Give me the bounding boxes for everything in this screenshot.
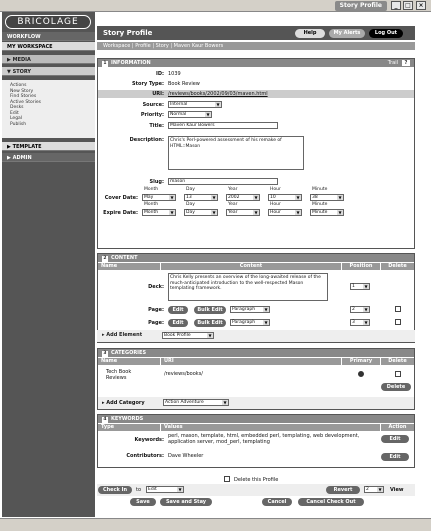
sidebar [2, 12, 95, 517]
help-button[interactable]: Help [295, 29, 325, 38]
page2-label: Page: [148, 320, 164, 326]
uri-link[interactable]: /reviews/books/2002/09/03/maven.html [168, 91, 268, 97]
to-label: to [136, 487, 142, 493]
cat-col-primary: Primary [342, 358, 380, 365]
add-element-row [97, 330, 415, 342]
expire-month-select[interactable]: Month ▼ [142, 209, 176, 216]
page1-paragraph-select[interactable]: Paragraph ▼ [230, 306, 270, 313]
story-item-actions: Actions [10, 83, 27, 88]
kw-col-type: Type [98, 424, 160, 431]
cat-col-uri: URI [161, 358, 341, 365]
cover-date-label: Cover Date: [104, 195, 138, 201]
categories-header: 3 CATEGORIES [98, 349, 414, 357]
cover-day-select[interactable]: 13 ▼ [184, 194, 218, 201]
help-icon[interactable]: ? [402, 60, 410, 66]
information-header: 1 INFORMATION Trail ? [98, 59, 414, 67]
horizontal-scrollbar[interactable] [0, 518, 431, 531]
category-name: Tech Book Reviews [106, 369, 132, 381]
cat-col-name: Name [98, 358, 160, 365]
deck-position-select[interactable]: 1 ▼ [350, 283, 370, 290]
triangle-right-icon: ▶ [7, 57, 13, 63]
col-delete: Delete [381, 263, 414, 270]
keywords-section [97, 414, 415, 468]
alerts-button[interactable]: My Alerts [329, 29, 365, 38]
logout-button[interactable]: Log Out [369, 29, 403, 38]
story-type-label: Story Type: [132, 81, 164, 87]
page1-edit-button[interactable]: Edit [168, 306, 188, 314]
triangle-right-icon: ▶ [7, 144, 13, 150]
col-position: Position [342, 263, 380, 270]
page2-bulk-edit-button[interactable]: Bulk Edit [194, 319, 226, 327]
story-item-legal[interactable]: Legal [10, 116, 23, 121]
story-item-desks: Desks [10, 105, 24, 110]
information-section [97, 58, 415, 249]
page2-edit-button[interactable]: Edit [168, 319, 188, 327]
close-icon[interactable]: × [416, 1, 426, 10]
id-value: 1039 [168, 71, 181, 77]
add-category-text: Add Category [106, 400, 145, 406]
page-title: Story Profile [103, 29, 153, 37]
title-label: Title: [149, 123, 164, 129]
primary-radio[interactable] [358, 371, 364, 377]
category-delete-button[interactable]: Delete [381, 383, 411, 391]
cover-month-label: Month [144, 187, 159, 192]
page2-delete-checkbox[interactable] [395, 319, 401, 325]
contributors-edit-button[interactable]: Edit [381, 453, 409, 461]
cancel-check-out-button[interactable]: Cancel Check Out [298, 498, 364, 506]
uri-label: URI: [152, 91, 164, 97]
story-item-find[interactable]: Find Stories [10, 94, 37, 99]
kw-col-action: Action [381, 424, 414, 431]
minimize-icon[interactable]: _ [391, 1, 401, 10]
story-submenu [2, 80, 95, 138]
page1-delete-checkbox[interactable] [395, 306, 401, 312]
expire-day-label: Day [186, 202, 195, 207]
story-type-value: Book Review [168, 81, 200, 87]
categories-section [97, 348, 415, 410]
cover-year-select[interactable]: 2002 ▼ [226, 194, 260, 201]
story-item-new[interactable]: New Story [10, 88, 34, 94]
view-link[interactable]: View [390, 487, 404, 493]
triangle-right-icon: ▶ [7, 155, 13, 161]
nav-story[interactable] [2, 67, 95, 76]
information-title: INFORMATION [111, 60, 151, 66]
delete-profile-label: Delete this Profile [234, 477, 279, 483]
kw-col-values: Values [161, 424, 380, 431]
page2-paragraph-select[interactable]: Paragraph ▼ [230, 319, 270, 326]
nav-story-label: STORY [12, 69, 32, 75]
breadcrumb: Workspace | Profile | Story | Maven Kaur Bowers [97, 42, 415, 50]
nav-admin[interactable] [2, 153, 95, 162]
content-header: 2 CONTENT [98, 254, 414, 262]
keywords-label: Keywords: [134, 437, 164, 443]
cancel-button[interactable]: Cancel [262, 498, 292, 506]
cover-hour-label: Hour [270, 187, 281, 192]
expire-month-label: Month [144, 202, 159, 207]
revert-version-select[interactable]: 2 ▼ [364, 486, 384, 493]
categories-title: CATEGORIES [111, 350, 147, 356]
nav-templates-label: TEMPLATE [12, 144, 42, 150]
cat-col-delete: Delete [381, 358, 414, 365]
revert-button[interactable]: Revert [326, 486, 360, 494]
check-in-button[interactable]: Check In [98, 486, 132, 494]
priority-select[interactable]: Normal ▼ [168, 111, 212, 118]
add-category-label[interactable] [102, 400, 145, 406]
nav-templates[interactable] [2, 142, 95, 151]
page1-position-select[interactable]: 2 ▼ [350, 306, 370, 313]
add-icon: ▸ [102, 332, 107, 338]
title-input[interactable]: Maven Kaur Bowers [168, 122, 278, 129]
nav-media-label: MEDIA [12, 57, 31, 63]
id-label: ID: [155, 71, 164, 77]
contributors-value: Dave Wheeler [168, 453, 204, 459]
cover-minute-label: Minute [312, 187, 328, 192]
description-textarea[interactable]: Chris's Perl-powered assessment of his remake of HTML::Mason [168, 136, 304, 170]
col-name: Name [98, 263, 160, 270]
logo: BRICOLAGE [5, 15, 91, 29]
save-button[interactable]: Save [130, 498, 156, 506]
expire-hour-label: Hour [270, 202, 281, 207]
page-header [97, 26, 415, 40]
page1-bulk-edit-button[interactable]: Bulk Edit [194, 306, 226, 314]
source-label: Source: [142, 102, 164, 108]
cover-minute-select[interactable]: 38 ▼ [310, 194, 344, 201]
priority-label: Priority: [140, 112, 164, 118]
keywords-edit-button[interactable]: Edit [381, 435, 409, 443]
category-delete-checkbox[interactable] [395, 371, 401, 377]
cover-hour-select[interactable]: 10 ▼ [268, 194, 302, 201]
trail-link[interactable]: Trail [387, 60, 398, 66]
delete-profile-checkbox[interactable] [224, 476, 230, 482]
window-titlebar [0, 0, 431, 12]
cover-day-label: Day [186, 187, 195, 192]
keywords-title: KEYWORDS [111, 416, 144, 422]
add-category-select[interactable]: Action Adventure ▼ [163, 399, 229, 406]
add-icon: ▸ [102, 400, 107, 406]
maximize-icon[interactable]: □ [403, 1, 413, 10]
expire-day-select[interactable]: Day ▼ [184, 209, 218, 216]
nav-workflow[interactable]: WORKFLOW [2, 32, 95, 41]
page2-position-select[interactable]: 3 ▼ [350, 319, 370, 326]
triangle-down-icon: ▼ [7, 69, 13, 75]
story-item-active[interactable]: Active Stories [10, 99, 41, 105]
expire-hour-select[interactable]: Hour ▼ [268, 209, 302, 216]
window-title: Story Profile [335, 1, 387, 11]
expire-minute-label: Minute [312, 202, 328, 207]
source-select[interactable]: Internal ▼ [168, 101, 222, 108]
category-uri: /reviews/books/ [164, 371, 203, 377]
cover-month-select[interactable]: May ▼ [142, 194, 176, 201]
add-category-row [98, 397, 414, 409]
deck-label: Deck: [148, 284, 164, 290]
check-in-target-select[interactable]: Edit ▼ [146, 486, 184, 493]
contributors-label: Contributors: [126, 453, 164, 459]
add-element-label[interactable]: Add Element [106, 332, 143, 338]
expire-year-select[interactable]: Year ▼ [226, 209, 260, 216]
content-title: CONTENT [111, 255, 138, 261]
slug-input[interactable]: mason [168, 178, 278, 185]
save-and-stay-button[interactable]: Save and Stay [160, 498, 212, 506]
add-element-select[interactable]: Book Profile ▼ [162, 332, 214, 339]
col-content: Content [161, 263, 341, 270]
story-item-edit[interactable]: Edit [10, 110, 19, 116]
nav-admin-label: ADMIN [12, 155, 32, 161]
slug-label: Slug: [149, 179, 164, 185]
description-label: Description: [129, 137, 164, 143]
deck-textarea[interactable]: Chris Kelly presents an overview of the long-awaited release of the much-anticipated introduction to the well-respected Mason templating framework. [168, 273, 328, 301]
keywords-value: perl, mason, template, html, embedded perl, templating, web development, application server, mod_perl, templating [168, 433, 360, 445]
expire-date-label: Expire Date: [103, 210, 138, 216]
keywords-header: 4 KEYWORDS [98, 415, 414, 423]
nav-media[interactable] [2, 55, 95, 64]
expire-year-label: Year [228, 202, 238, 207]
story-item-publish[interactable]: Publish [10, 121, 27, 127]
page1-label: Page: [148, 307, 164, 313]
expire-minute-select[interactable]: Minute ▼ [310, 209, 344, 216]
cover-year-label: Year [228, 187, 238, 192]
nav-my-workspace[interactable]: MY WORKSPACE [2, 42, 95, 51]
